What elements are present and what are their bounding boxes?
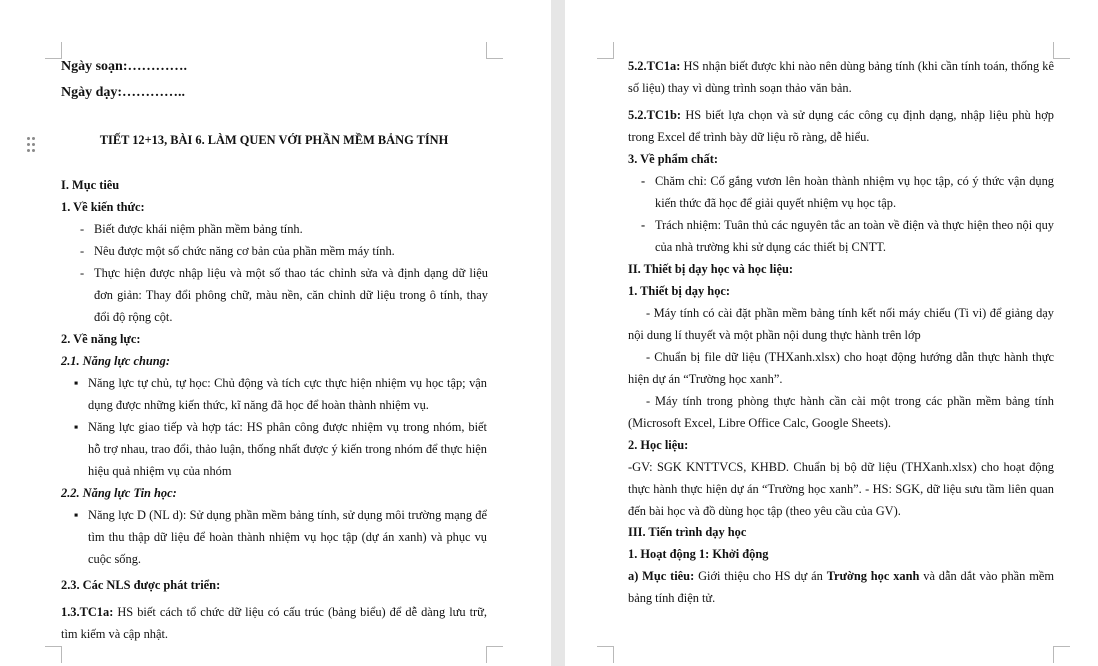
skill-code: 5.2.TC1b:	[628, 108, 682, 122]
dash-bullet: -	[80, 222, 85, 236]
goal-text: và dẫn dắt vào phần mềm bảng tính điện tử.	[628, 569, 1054, 605]
section-objectives: I. Mục tiêu	[61, 178, 120, 192]
section-procedure: III. Tiến trình dạy học	[628, 525, 747, 539]
square-bullet: ▪	[74, 508, 79, 522]
dash-bullet: -	[641, 218, 646, 232]
crop-mark	[597, 42, 614, 59]
subsection-competency: 2. Về năng lực:	[61, 332, 141, 346]
goal-label: a) Mục tiêu:	[628, 569, 695, 583]
equipment-item: - Chuẩn bị file dữ liệu (THXanh.xlsx) cho hoạt động hướng dẫn thực hành thực hiện dự án “Trường học xanh”.	[628, 350, 1054, 386]
subsection-it-competency: 2.2. Năng lực Tin học:	[61, 486, 177, 500]
general-competency-item: Năng lực tự chủ, tự học: Chủ động và tích cực thực hiện nhiệm vụ học tập; vận dụng được những kiến thức, kĩ năng đã học để hoàn thành nhiệm vụ.	[88, 376, 487, 412]
crop-mark	[1053, 646, 1070, 663]
crop-mark	[486, 646, 503, 663]
square-bullet: ▪	[74, 376, 79, 390]
materials-text: -GV: SGK KNTTVCS, KHBD. Chuẩn bị bộ dữ liệu (THXanh.xlsx) cho hoạt động thực hành thực hiện dự án “Trường học xanh”. - HS: SGK, dữ liệu sưu tầm liên quan đến bài học và đồ dùng học tập (theo yêu cầu của GV).	[628, 460, 1054, 518]
dash-bullet: -	[641, 174, 646, 188]
skill-code: 1.3.TC1a:	[61, 605, 114, 619]
knowledge-item: Thực hiện được nhập liệu và một số thao tác chỉnh sửa và định dạng dữ liệu đơn giản: Thay đổi phông chữ, màu nền, căn chỉnh dữ liệu trong ô tính, thay đổi độ rộng cột.	[94, 266, 488, 324]
activity-1-heading: 1. Hoạt động 1: Khởi động	[628, 547, 769, 561]
skill-text: HS nhận biết được khi nào nên dùng bảng tính (khi cần tính toán, thống kê số liệu) thay vì dùng trình soạn thảo văn bản.	[628, 59, 1054, 95]
digital-skill-5-2a	[628, 55, 1054, 99]
square-bullet: ▪	[74, 420, 79, 434]
dash-bullet: -	[80, 266, 85, 280]
subsection-materials: 2. Học liệu:	[628, 438, 689, 452]
teach-date: Ngày dạy:…………..	[61, 85, 186, 100]
knowledge-item: Biết được khái niệm phần mềm bảng tính.	[94, 222, 303, 236]
equipment-item: - Máy tính trong phòng thực hành cần cài một trong các phần mềm bảng tính (Microsoft Excel, Libre Office Calc, Google Sheets).	[628, 394, 1054, 430]
skill-text: HS biết cách tổ chức dữ liệu có cấu trúc (bảng biểu) để dễ dàng lưu trữ, tìm kiếm và cập nhật.	[61, 605, 487, 641]
subsection-qualities: 3. Về phẩm chất:	[628, 152, 718, 166]
crop-mark	[486, 42, 503, 59]
subsection-teaching-equipment: 1. Thiết bị dạy học:	[628, 284, 731, 298]
equipment-item: - Máy tính có cài đặt phần mềm bảng tính kết nối máy chiếu (Ti vi) để giảng dạy nội dung lí thuyết và một phần nội dung thực hành trên lớp	[628, 306, 1054, 342]
goal-text: Giới thiệu cho HS dự án	[698, 569, 823, 583]
crop-mark	[45, 646, 62, 663]
digital-skill-1-3	[61, 601, 487, 645]
digital-skill-5-2b	[628, 104, 1054, 148]
crop-mark	[45, 42, 62, 59]
document-page-2	[565, 0, 1098, 666]
skill-text: HS biết lựa chọn và sử dụng các công cụ định dạng, nhập liệu phù hợp trong Excel để trình bày dữ liệu rõ ràng, dễ hiểu.	[628, 108, 1054, 144]
lesson-title: TIẾT 12+13, BÀI 6. LÀM QUEN VỚI PHẦN MỀM BẢNG TÍNH	[99, 133, 449, 147]
subsection-knowledge: 1. Về kiến thức:	[61, 200, 145, 214]
subsection-digital-skills: 2.3. Các NLS được phát triển:	[61, 578, 221, 592]
crop-mark	[1053, 42, 1070, 59]
skill-code: 5.2.TC1a:	[628, 59, 681, 73]
it-competency-item: Năng lực D (NL d): Sử dụng phần mềm bảng tính, sử dụng môi trường mạng để tìm thu thập dữ liệu để hoàn thành nhiệm vụ học tập (dự án xanh) và phục vụ cuộc sống.	[88, 508, 487, 566]
dash-bullet: -	[80, 244, 85, 258]
page-gap	[551, 0, 565, 666]
general-competency-item: Năng lực giao tiếp và hợp tác: HS phân công được nhiệm vụ trong nhóm, biết hỗ trợ nhau, trao đổi, thảo luận, thống nhất được ý kiến trong nhóm để thực hiện hiệu quả nhiệm vụ của nhóm	[88, 420, 487, 478]
project-name: Trường học xanh	[826, 569, 920, 583]
knowledge-item: Nêu được một số chức năng cơ bản của phần mềm máy tính.	[94, 244, 395, 258]
section-equipment: II. Thiết bị dạy học và học liệu:	[628, 262, 794, 276]
table-move-handle[interactable]	[27, 136, 39, 154]
crop-mark	[597, 646, 614, 663]
quality-item: Chăm chỉ: Cố gắng vươn lên hoàn thành nhiệm vụ học tập, có ý thức vận dụng kiến thức đã học để giải quyết nhiệm vụ học tập.	[655, 174, 1054, 210]
activity-1-goal	[628, 565, 1054, 609]
subsection-general-competency: 2.1. Năng lực chung:	[61, 354, 170, 368]
prep-date: Ngày soạn:………….	[61, 59, 188, 74]
quality-item: Trách nhiệm: Tuân thủ các nguyên tắc an toàn về điện và thực hiện theo nội quy của nhà trường khi sử dụng các thiết bị CNTT.	[655, 218, 1054, 254]
